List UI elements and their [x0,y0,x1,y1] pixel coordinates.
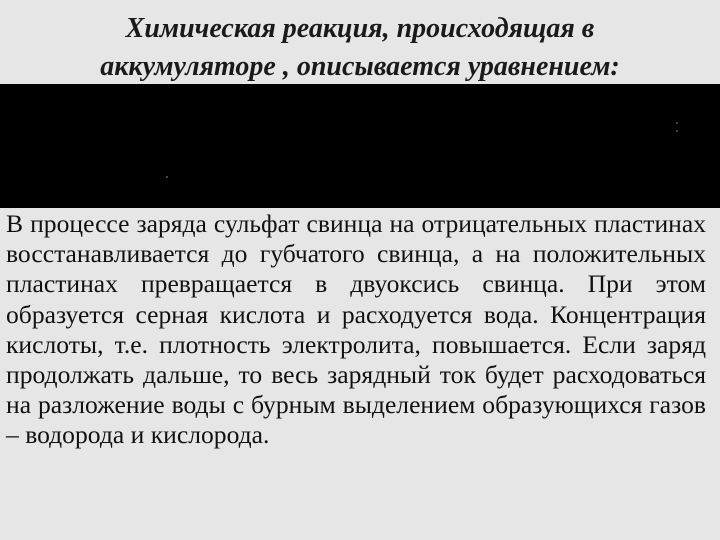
image-artifact [676,122,678,124]
equation-image-blackout [0,84,720,208]
title-line-2: аккумуляторе , описывается уравнением: [100,51,620,82]
image-artifact [676,130,678,132]
paragraph-text: В процессе заряда сульфат свинца на отрицательных пластинах восстанавливается до губчатого свинца, а на положительных пластинах превращается в двуоксись свинца. При этом образуется серная кислота и расходуется вода. Концентрация кислоты, т.е. плотность электролита, повышается. Если заряд продолжать дальше, то весь зарядный ток будет расходоваться на разложение воды с бурным выделением образующихся газов – водорода и кислорода. [6,209,706,450]
slide-title [0,10,720,86]
image-artifact [166,176,168,178]
description-paragraph [6,209,706,451]
title-line-1: Химическая реакция, происходящая в [125,13,595,44]
